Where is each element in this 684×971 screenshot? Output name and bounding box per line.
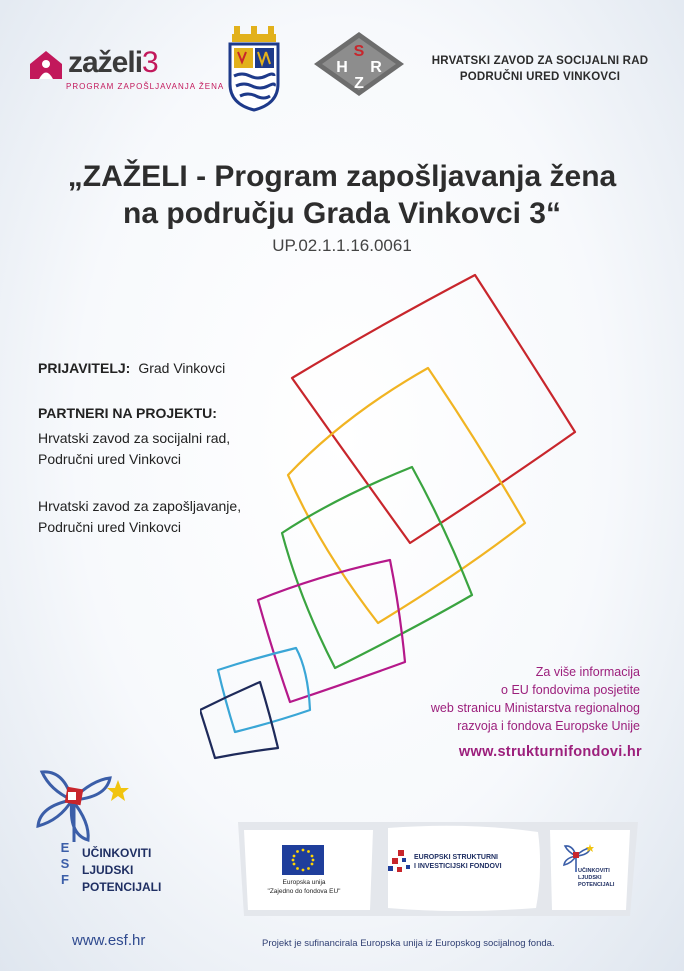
square-cyan [218,648,310,732]
zazeli-logo-word: zaželi3 [68,46,158,79]
esf-slogan-line2: LJUDSKI [82,863,134,877]
hzsr-name-line2: PODRUČNI URED VINKOVCI [459,71,621,83]
info-url-link[interactable]: www.strukturnifondovi.hr [458,744,642,760]
esf-slogan [82,845,161,896]
esf-slogan-line3: POTENCIJALI [82,880,162,894]
hzsr-name-line1: HRVATSKI ZAVOD ZA SOCIJALNI RAD [431,55,649,67]
applicant [38,360,225,376]
eu-caption-line1: Europska unija [282,879,326,886]
square-navy [200,682,278,758]
esf-letters [58,840,72,888]
info-line1: Za više informacija [535,665,640,679]
partner-line2: Područni ured Vinkovci [38,451,181,467]
zazeli-logo-number: 3 [142,46,158,79]
footer-note: Projekt je sufinancirala Europska unija iz Europskog socijalnog fonda. [262,938,555,949]
zazeli-logo [28,44,225,94]
house-icon [28,48,64,80]
partners-heading: PARTNERI NA PROJEKTU: [38,405,217,421]
esi-line1: EUROPSKI STRUKTURNI [414,854,499,861]
esi-funds-text [414,853,502,871]
project-title-line1: „ZAŽELI - Program zapošljavanja žena [67,160,617,193]
zazeli-logo-subtitle: PROGRAM ZAPOŠLJAVANJA ŽENA [66,82,225,91]
applicant-value: Grad Vinkovci [138,360,226,376]
partner-line2: Područni ured Vinkovci [38,519,181,535]
svg-text:S: S [353,43,365,60]
eu-flag-icon [282,845,324,875]
esi-line2: I INVESTICIJSKI FONDOVI [414,863,502,870]
small-esf-line3: POTENCIJALI [578,882,615,888]
info-line4: razvoja i fondova Europske Unije [457,719,640,733]
svg-text:H: H [336,59,348,76]
small-esf-line1: UČINKOVITI [578,868,610,874]
eu-caption [258,878,350,896]
esf-letter: E [60,840,70,855]
esf-url-link[interactable]: www.esf.hr [72,932,146,949]
hzsr-name [420,53,660,85]
esf-letter: S [60,856,70,871]
esf-letter: F [61,872,69,887]
esi-funds-icon [388,850,414,876]
svg-text:Z: Z [354,75,364,92]
small-esf-text [578,868,614,889]
svg-text:R: R [370,59,382,76]
square-yellow [288,368,525,623]
project-title-line2: na području Grada Vinkovci 3“ [123,197,561,230]
small-esf-line2: LJUDSKI [578,875,602,881]
partner-line1: Hrvatski zavod za zapošljavanje, [38,498,242,514]
esf-slogan-line1: UČINKOVITI [82,846,152,860]
hzsr-logo-icon [312,30,406,100]
info-text [380,663,640,735]
info-line3: web stranicu Ministarstva regionalnog [430,701,640,715]
partner-line1: Hrvatski zavod za socijalni rad, [38,430,231,446]
eu-caption-line2: "Zajedno do fondova EU" [267,888,341,895]
applicant-label: PRIJAVITELJ: [38,360,131,376]
coat-of-arms-icon [226,24,282,112]
esf-pinwheel-icon [30,760,140,842]
project-title [0,158,684,232]
project-code: UP.02.1.1.16.0061 [272,236,412,255]
info-line2: o EU fondovima posjetite [501,683,640,697]
